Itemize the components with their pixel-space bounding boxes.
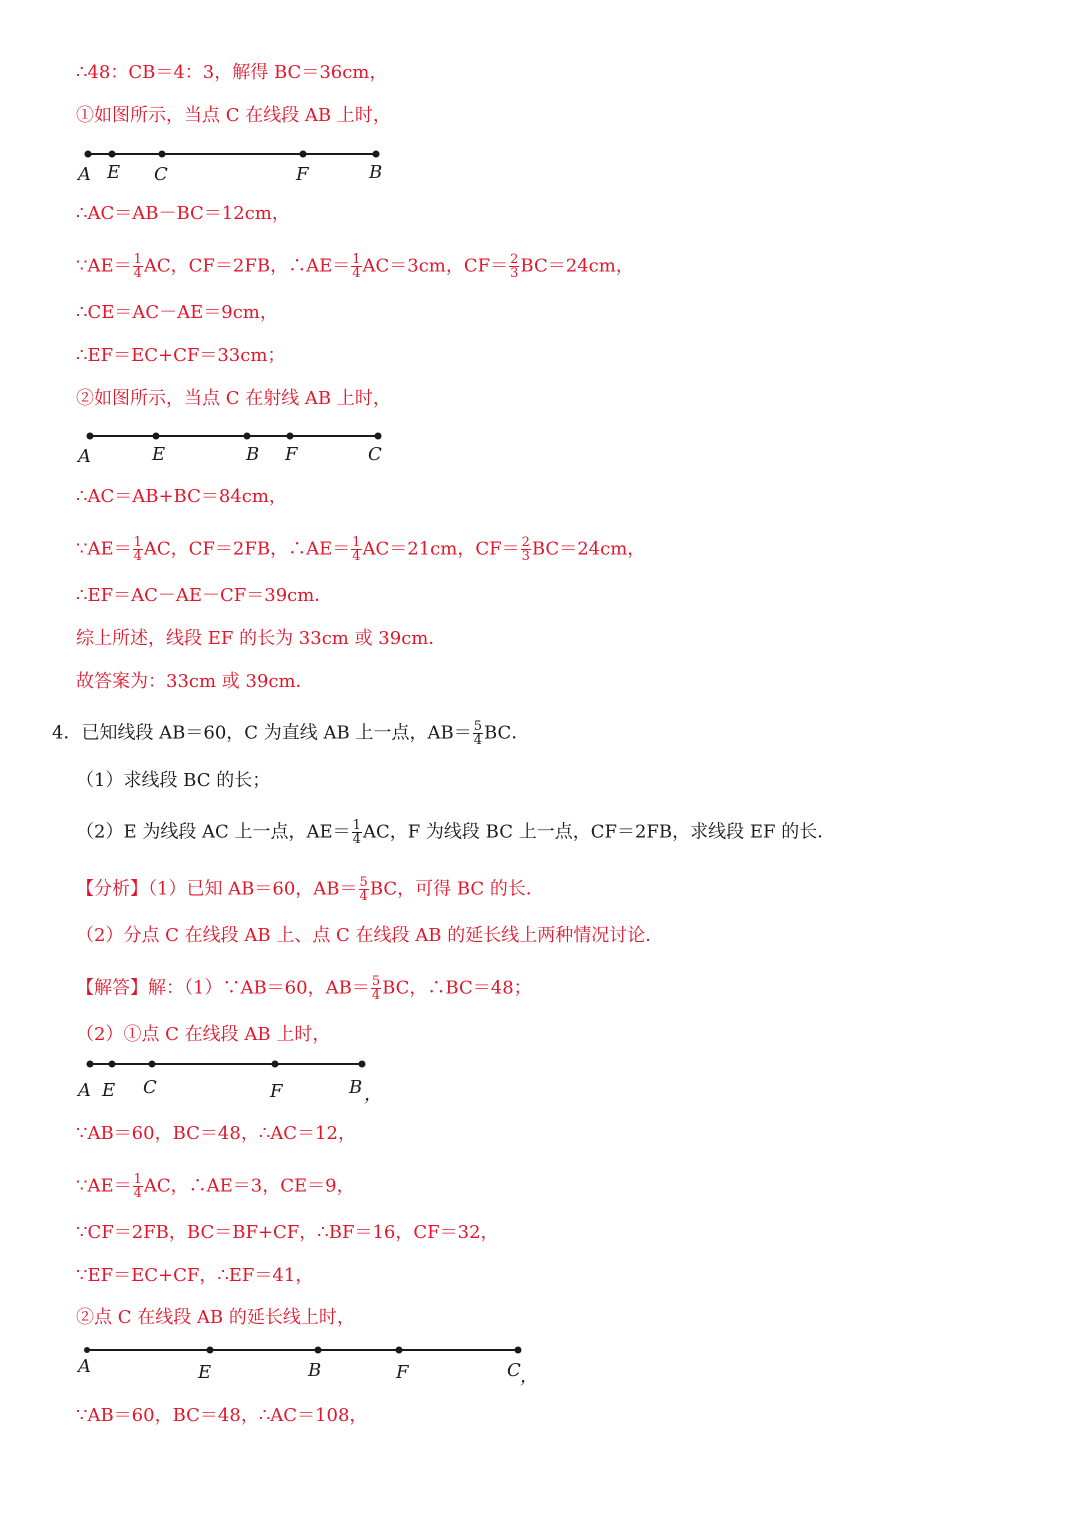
fraction: $\frac{1}{4}$ (133, 535, 142, 564)
text-part: 4．已知线段 AB＝60，C 为直线 AB 上一点，AB＝ (52, 722, 472, 744)
solution-line: ∵CF＝2FB，BC＝BF+CF，∴BF＝16，CF＝32， (76, 1222, 499, 1243)
solution-line: ∵EF＝EC+CF，∴EF＝41， (76, 1265, 314, 1286)
question-part-1: （1）求线段 BC 的长； (76, 770, 271, 791)
text-part: BC，∴BC＝48； (382, 977, 532, 999)
point-label: E (102, 1080, 116, 1101)
text-part: 【分析】（1）已知 AB＝60，AB＝ (76, 878, 358, 900)
segment-diagram-4 (70, 1338, 540, 1386)
point-label: C (507, 1360, 521, 1381)
text-part: BC＝24cm， (520, 255, 634, 277)
point-label: E (107, 162, 121, 183)
solution-line: ∴EF＝AC－AE－CF＝39cm． (76, 585, 333, 606)
solution-line: ∵AB＝60，BC＝48，∴AC＝12， (76, 1123, 356, 1144)
segment-diagram-2 (70, 422, 400, 470)
text-part: BC，可得 BC 的长． (369, 878, 544, 900)
fraction: $\frac{2}{3}$ (521, 535, 530, 564)
point-label: C (154, 164, 168, 185)
text-part: AC，F 为线段 BC 上一点，CF＝2FB，求线段 EF 的长． (362, 821, 836, 843)
point-label: B (369, 162, 383, 183)
point-label: E (198, 1362, 212, 1383)
comma: ， (364, 1084, 382, 1104)
summary-line: 综上所述，线段 EF 的长为 33cm 或 39cm． (76, 628, 447, 649)
point-label: F (270, 1081, 283, 1102)
comma: ， (520, 1366, 538, 1386)
point-label: A (78, 1356, 91, 1377)
text-part: 【解答】解：（1）∵AB＝60，AB＝ (76, 977, 370, 999)
text-part: AC＝3cm，CF＝ (362, 255, 509, 277)
fraction: $\frac{5}{4}$ (371, 974, 381, 1003)
point-label: A (78, 164, 91, 185)
answer-line: 故答案为：33cm 或 39cm． (76, 671, 314, 692)
text-part: ∵AE＝ (76, 538, 132, 560)
fraction: $\frac{1}{4}$ (352, 252, 361, 281)
solution-line: ∴CE＝AC－AE＝9cm， (76, 302, 278, 323)
point-label: F (285, 444, 298, 465)
point-label: F (296, 164, 309, 185)
solution-line (76, 253, 634, 280)
point-label: B (246, 444, 260, 465)
point-label: C (143, 1077, 157, 1098)
case-heading: ②点 C 在线段 AB 的延长线上时， (76, 1307, 355, 1328)
text-part: BC＝24cm， (531, 538, 646, 560)
solution-line (76, 975, 532, 1002)
segment-diagram-3 (70, 1052, 390, 1104)
point-label: B (308, 1360, 322, 1381)
question-part-2 (76, 819, 835, 846)
question-4-stem (52, 720, 529, 747)
text-part: ∵AE＝ (76, 1175, 132, 1197)
analysis-line (76, 876, 544, 903)
fraction: $\frac{1}{4}$ (352, 818, 361, 847)
solution-line: ∴48：CB＝4：3，解得 BC＝36cm， (76, 62, 388, 83)
analysis-line: （2）分点 C 在线段 AB 上、点 C 在线段 AB 的延长线上两种情况讨论． (76, 925, 664, 946)
text-part: AC，CF＝2FB，∴AE＝ (143, 538, 351, 560)
solution-line (76, 536, 645, 563)
solution-line: ∵AB＝60，BC＝48，∴AC＝108， (76, 1405, 368, 1426)
fraction: $\frac{5}{4}$ (359, 875, 368, 904)
text-part: AC，CF＝2FB，∴AE＝ (143, 255, 351, 277)
point-label: A (78, 1080, 91, 1101)
fraction: $\frac{1}{4}$ (352, 535, 361, 564)
point-label: B (349, 1077, 363, 1098)
point-label: C (368, 444, 382, 465)
text-part: BC． (483, 722, 530, 744)
solution-line: ∴EF＝EC+CF＝33cm； (76, 345, 286, 366)
text-part: AC＝21cm，CF＝ (362, 538, 520, 560)
case-heading: （2）①点 C 在线段 AB 上时， (76, 1024, 331, 1045)
segment-diagram-1 (70, 140, 400, 188)
text-part: ∵AE＝ (76, 255, 132, 277)
text-part: AC，∴AE＝3，CE＝9， (143, 1175, 355, 1197)
case-heading: ②如图所示，当点 C 在射线 AB 上时， (76, 388, 391, 409)
fraction: $\frac{1}{4}$ (133, 252, 142, 281)
point-label: F (396, 1362, 409, 1383)
solution-line: ∴AC＝AB+BC＝84cm， (76, 486, 287, 507)
fraction: $\frac{5}{4}$ (473, 719, 482, 748)
solution-line (76, 1173, 355, 1200)
fraction: $\frac{1}{4}$ (133, 1172, 142, 1201)
point-label: A (78, 446, 91, 467)
text-part: （2）E 为线段 AC 上一点，AE＝ (76, 821, 351, 843)
fraction: $\frac{2}{3}$ (510, 252, 519, 281)
case-heading: ①如图所示，当点 C 在线段 AB 上时， (76, 105, 391, 126)
point-label: E (152, 444, 166, 465)
solution-line: ∴AC＝AB－BC＝12cm， (76, 203, 290, 224)
